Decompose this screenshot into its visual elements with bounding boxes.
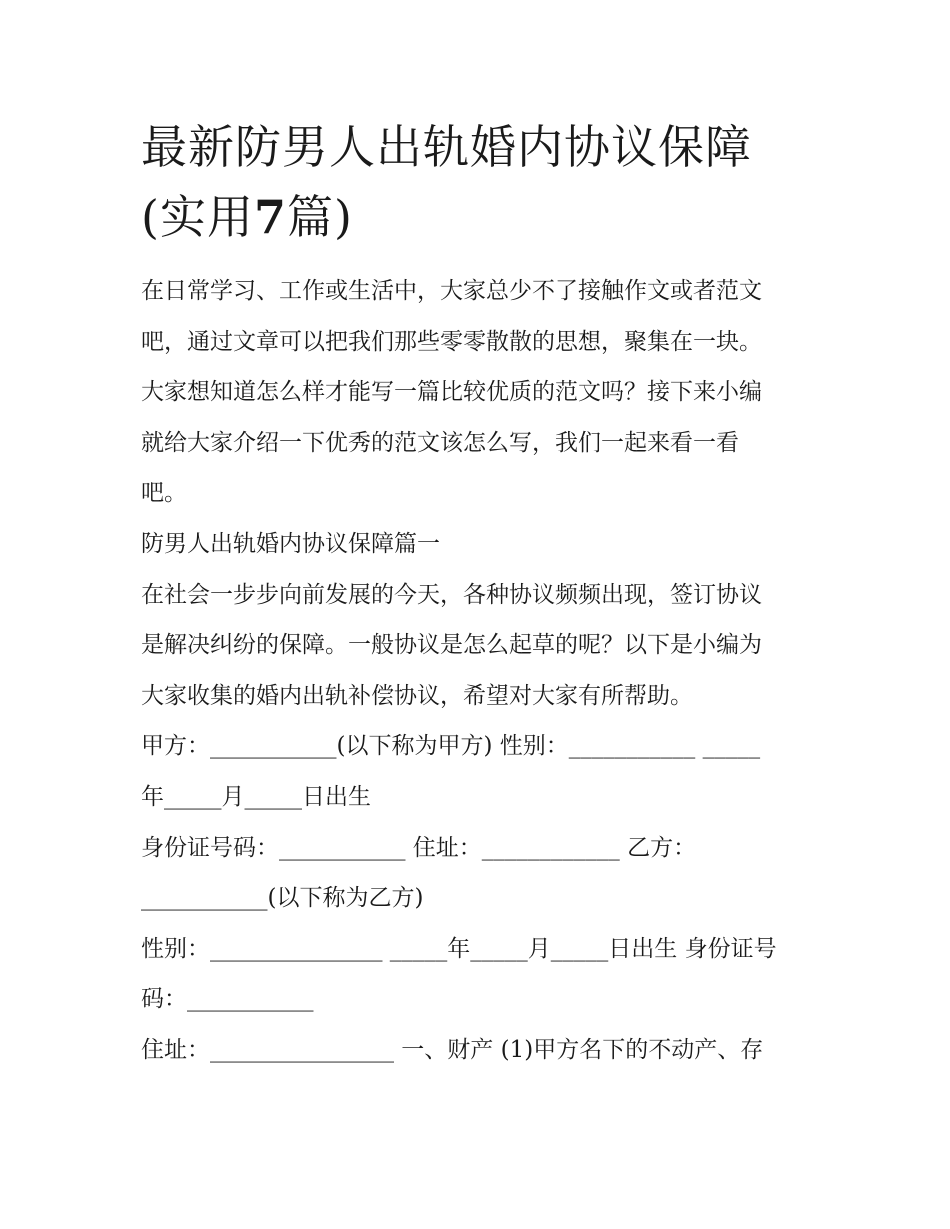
body-line-3: 大家收集的婚内出轨补偿协议，希望对大家有所帮助。 — [141, 682, 693, 709]
body-line-2: 是解决纠纷的保障。一般协议是怎么起草的呢？以下是小编为 — [141, 632, 762, 659]
intro-line-5: 吧。 — [141, 480, 187, 507]
section-heading: 防男人出轨婚内协议保障篇一 — [141, 530, 440, 557]
form-line-4: ___________(以下称为乙方) — [141, 885, 424, 912]
intro-line-3: 大家想知道怎么样才能写一篇比较优质的范文吗？接下来小编 — [141, 379, 762, 406]
form-line-1: 甲方：___________(以下称为甲方) 性别：___________ _____ — [141, 733, 761, 760]
form-line-5: 性别：_______________ _____年_____月_____日出生 身份证号 — [141, 935, 777, 962]
title-number: 7 — [253, 190, 287, 244]
form-line-3: 身份证号码：___________ 住址：____________ 乙方： — [141, 834, 697, 861]
document-page — [141, 112, 821, 1076]
title-line-2b: 篇) — [286, 190, 353, 244]
document-body — [141, 266, 821, 1076]
form-line-2: 年_____月_____日出生 — [141, 783, 371, 810]
intro-line-4: 就给大家介绍一下优秀的范文该怎么写，我们一起来看一看 — [141, 429, 739, 456]
intro-line-1: 在日常学习、工作或生活中，大家总少不了接触作文或者范文 — [141, 278, 762, 304]
intro-line-2: 吧，通过文章可以把我们那些零零散散的思想，聚集在一块。 — [141, 328, 762, 355]
document-title — [141, 112, 821, 252]
title-line-2a: (实用 — [141, 190, 254, 244]
form-line-6: 码：___________ — [141, 986, 314, 1013]
body-line-1: 在社会一步步向前发展的今天，各种协议频频出现，签订协议 — [141, 581, 762, 608]
form-line-7: 住址：________________ 一、财产 (1)甲方名下的不动产、存 — [141, 1036, 764, 1063]
title-line-1: 最新防男人出轨婚内协议保障 — [141, 120, 752, 174]
